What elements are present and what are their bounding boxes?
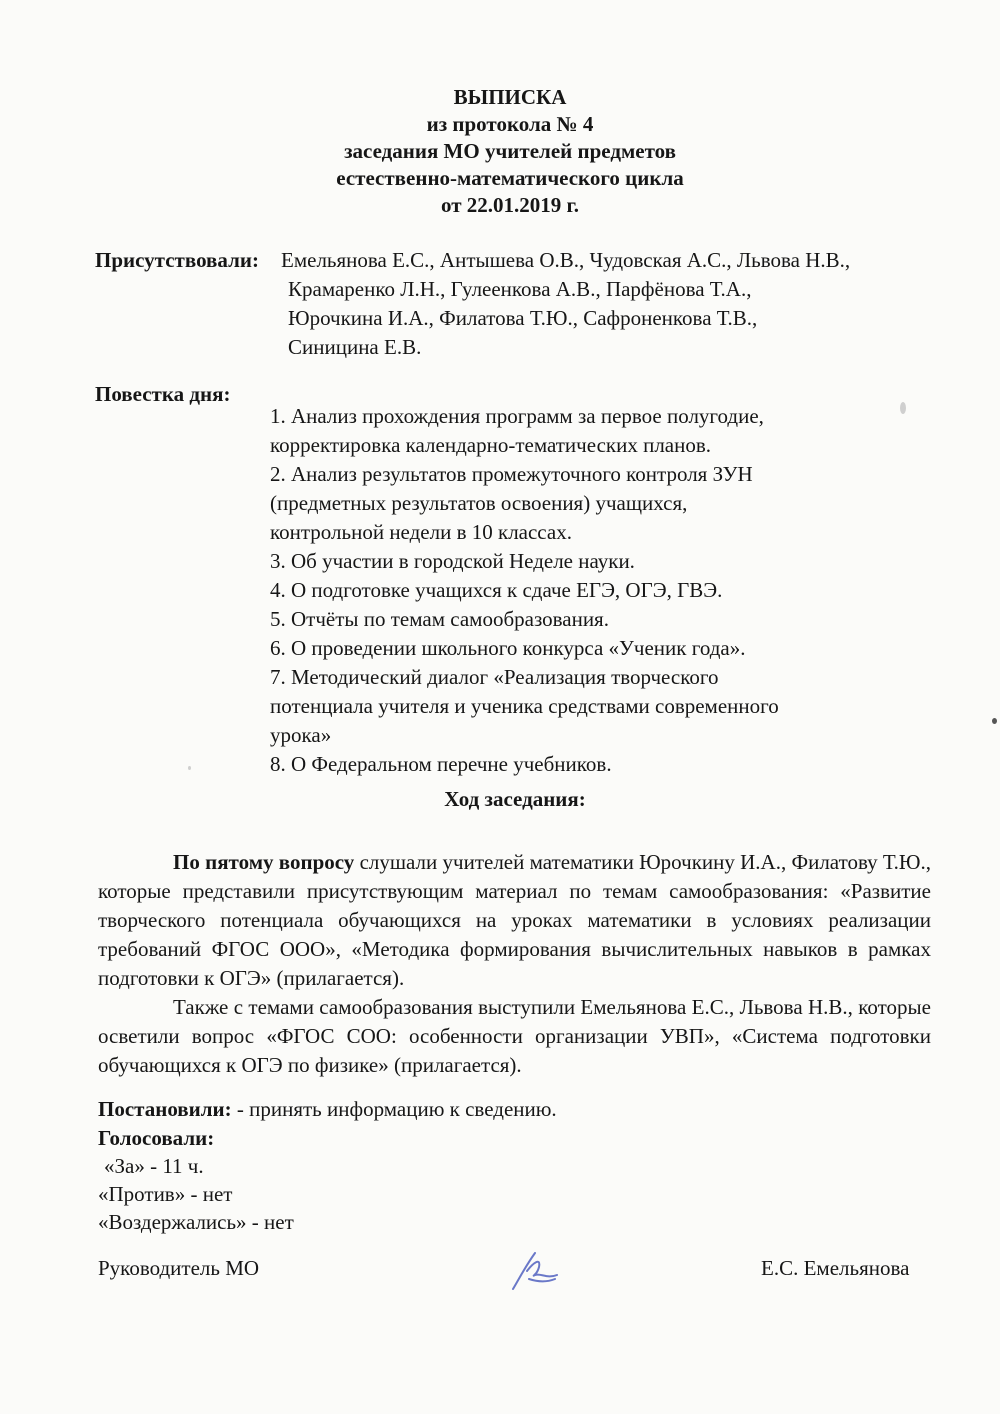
paper-speck (900, 402, 906, 414)
votes-abstain: «Воздержались» - нет (98, 1210, 294, 1234)
title-line-4: естественно-математического цикла (336, 166, 684, 190)
agenda-item: 7. Методический диалог «Реализация творческого потенциала учителя и ученика средствами современного урока» (270, 665, 779, 747)
agenda-item: 3. Об участии в городской Неделе науки. (270, 549, 635, 573)
votes-against: «Против» - нет (98, 1182, 233, 1206)
paper-speck (992, 718, 997, 724)
title-line-3: заседания МО учителей предметов (344, 139, 676, 163)
decision-text: - принять информацию к сведению. (231, 1097, 557, 1121)
attendees-list (281, 246, 851, 362)
agenda-label: Повестка дня: (95, 382, 231, 406)
attendees-line: Крамаренко Л.Н., Гулеенкова А.В., Парфёнова Т.А., (288, 277, 752, 301)
votes-for: «За» - 11 ч. (104, 1154, 204, 1178)
decision-line (98, 1095, 557, 1124)
attendees-line: Синицина Е.В. (288, 335, 422, 359)
attendees-line: Юрочкина И.А., Филатова Т.Ю., Сафроненкова Т.В., (288, 306, 758, 330)
signatory-name: Е.С. Емельянова (761, 1256, 910, 1280)
proceedings-title: Ход заседания: (444, 787, 586, 811)
votes-section (98, 1124, 294, 1236)
agenda-item: 4. О подготовке учащихся к сдаче ЕГЭ, ОГЭ, ГВЭ. (270, 578, 723, 602)
paragraph-text: слушали учителей математики Юрочкину И.А., Филатову Т.Ю., которые представили присутствующим материал по темам самообразования: «Развитие творческого потенциала обучающихся на уроках математики в условиях реализации требований ФГОС ООО», «Методика формирования вычислительных навыков в рамках подготовки к ОГЭ» (прилагается). (98, 850, 931, 990)
agenda-item: 5. Отчёты по темам самообразования. (270, 607, 609, 631)
title-line-1: ВЫПИСКА (453, 85, 567, 109)
title-line-5: от 22.01.2019 г. (441, 193, 579, 217)
attendees-line: Емельянова Е.С., Антышева О.В., Чудовская А.С., Львова Н.В., (281, 248, 851, 272)
agenda-item: 2. Анализ результатов промежуточного контроля ЗУН (предметных результатов освоения) учащихся, контрольной недели в 10 классах. (270, 462, 753, 544)
title-line-2: из протокола № 4 (426, 112, 594, 136)
agenda-item: 6. О проведении школьного конкурса «Ученик года». (270, 636, 746, 660)
proceedings-paragraph-2: Также с темами самообразования выступили Емельянова Е.С., Львова Н.В., которые осветили вопрос «ФГОС СОО: особенности организации УВП», «Система подготовки обучающихся к ОГЭ по физике» (прилагается). (98, 995, 931, 1077)
decision-label: Постановили: (98, 1097, 232, 1121)
agenda-item: 8. О Федеральном перечне учебников. (270, 752, 612, 776)
paper-speck (188, 766, 191, 770)
signatory-role: Руководитель МО (98, 1256, 260, 1280)
document-title (0, 84, 1000, 219)
handwritten-signature (505, 1245, 565, 1295)
votes-label: Голосовали: (98, 1126, 215, 1150)
attendees-label: Присутствовали: (95, 248, 259, 272)
question-lead: По пятому вопросу (173, 850, 355, 874)
agenda-list (270, 402, 890, 779)
agenda-item: 1. Анализ прохождения программ за первое полугодие, корректировка календарно-тематических планов. (270, 404, 764, 457)
proceedings-body (98, 848, 931, 1080)
proceedings-paragraph-1 (98, 848, 931, 993)
